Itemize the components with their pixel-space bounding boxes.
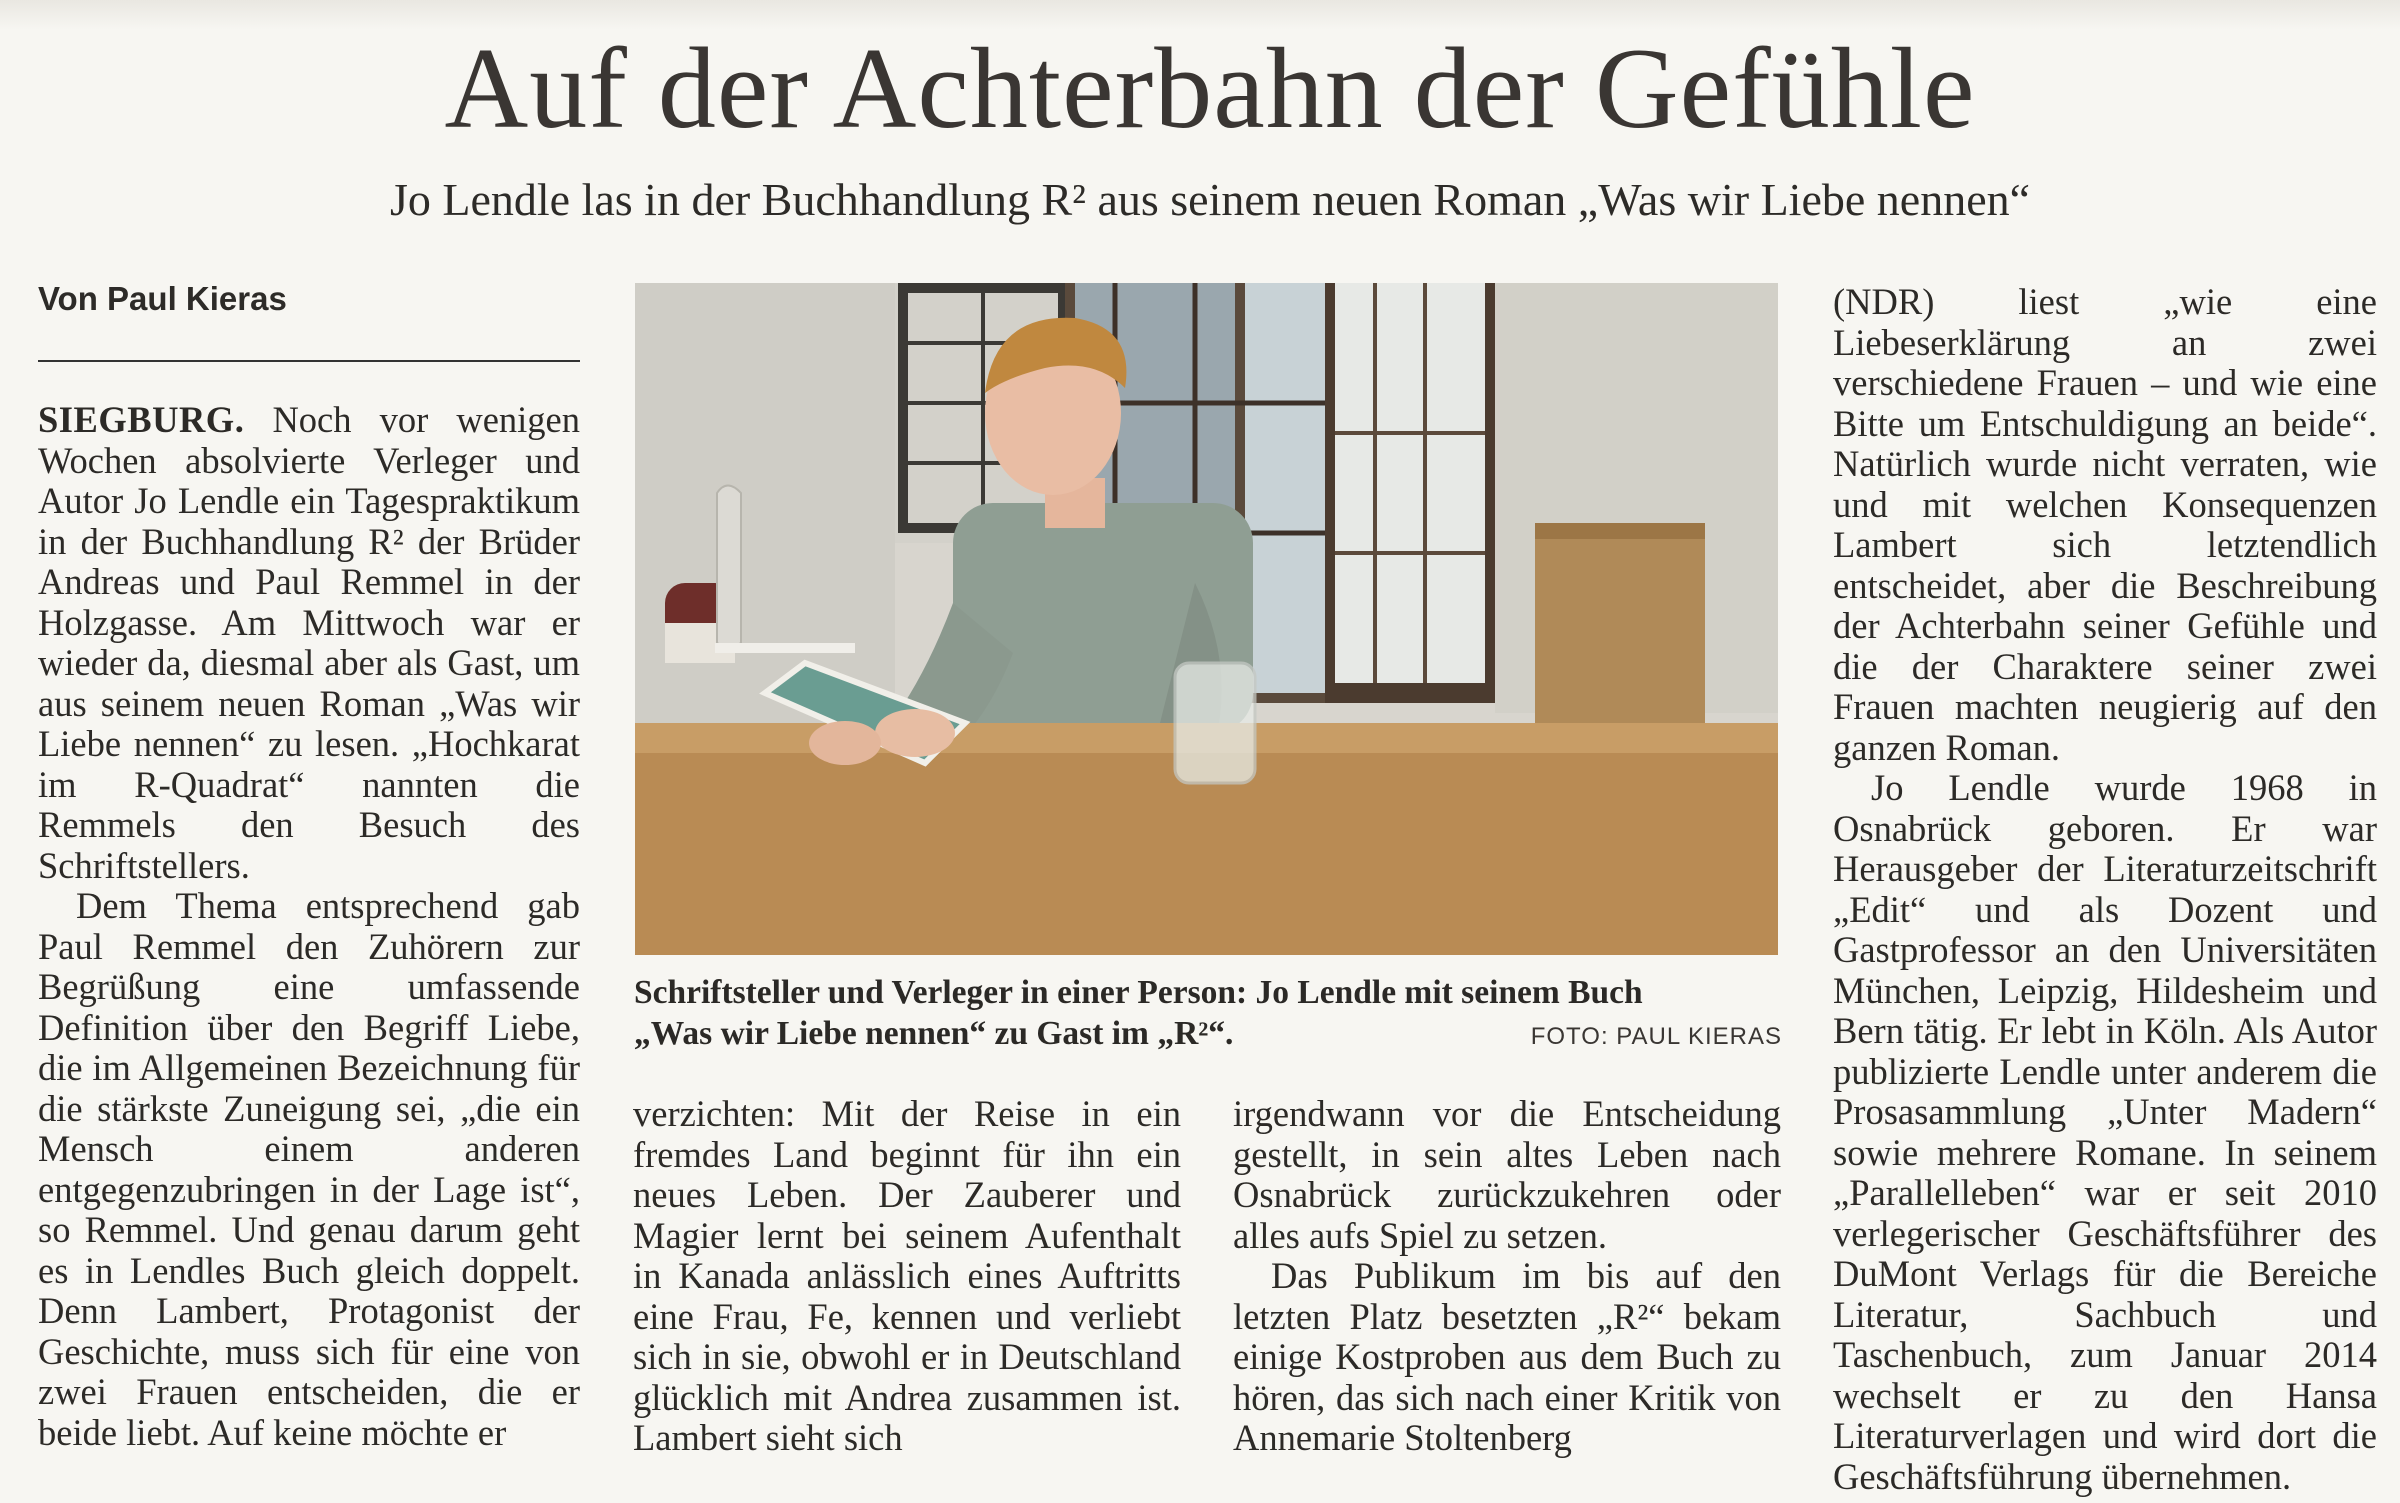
byline-rule — [38, 360, 580, 362]
paragraph-4: irgendwann vor die Entscheidung gestellt, in sein altes Leben nach Osnabrück zurückzukehren oder alles aufs Spiel zu setzen. — [1233, 1093, 1781, 1256]
dateline: SIEGBURG. — [38, 399, 245, 440]
paragraph-5: Das Publikum im bis auf den letzten Platz besetzten „R²“ bekam einige Kostproben aus dem Buch zu hören, das sich nach einer Kritik von Annemarie Stoltenberg — [1233, 1255, 1781, 1458]
byline: Von Paul Kieras — [38, 280, 287, 317]
caption-line-2: „Was wir Liebe nennen“ zu Gast im „R²“. — [634, 1015, 1234, 1052]
article-photo — [635, 283, 1778, 955]
paragraph-text: Noch vor wenigen Wochen absolvierte Verleger und Autor Jo Lendle ein Tagespraktikum in der Buchhandlung R² der Brüder Andreas und Paul Remmel in der Holzgasse. Am Mittwoch war er wieder da, diesmal aber als Gast, um aus seinem neuen Roman „Was wir Liebe nennen“ zu lesen. „Hochkarat im R-Quadrat“ nannten die Remmels den Besuch des Schriftstellers. — [38, 399, 581, 886]
article-column-3 — [1233, 1094, 1781, 1459]
paragraph-1 — [38, 400, 580, 886]
photo-caption — [634, 972, 1782, 1057]
article-column-1 — [38, 400, 580, 1453]
subheadline: Jo Lendle las in der Buchhandlung R² aus seinem neuen Roman „Was wir Liebe nennen“ — [389, 174, 2031, 225]
headline: Auf der Achterbahn der Gefühle — [444, 25, 1976, 153]
article-column-2 — [633, 1094, 1181, 1459]
caption-line-1: Schriftsteller und Verleger in einer Person: Jo Lendle mit seinem Buch — [634, 974, 1643, 1011]
paragraph-3: verzichten: Mit der Reise in ein fremdes Land beginnt für ihn ein neues Leben. Der Zauberer und Magier lernt bei seinem Aufenthalt in Kanada anlässlich eines Auftritts eine Frau, Fe, kennen und verliebt sich in sie, obwohl er in Deutschland glücklich mit Andrea zusammen ist. Lambert sieht sich — [633, 1093, 1181, 1458]
paragraph-7: Jo Lendle wurde 1968 in Osnabrück geboren. Er war Herausgeber der Literaturzeitschrift „Edit“ und als Dozent und Gastprofessor an den Universitäten München, Leipzig, Hildesheim und Bern tätig. Er lebt in Köln. Als Autor publizierte Lendle unter anderem die Prosasammlung „Unter Madern“ sowie mehrere Romane. In seinem „Parallelleben“ war er seit 2010 verlegerischer Geschäftsführer des DuMont Verlags für die Bereiche Literatur, Sachbuch und Taschenbuch, zum Januar 2014 wechselt er zu den Hansa Literaturverlagen und wird dort die Geschäftsführung übernehmen. — [1833, 767, 2377, 1497]
article-column-4 — [1833, 282, 2377, 1497]
caption-line-2-row — [634, 1013, 1782, 1057]
paragraph-2: Dem Thema entsprechend gab Paul Remmel den Zuhörern zur Begrüßung eine umfassende Definition über den Begriff Liebe, die im Allgemeinen Bezeichnung für die stärkste Zuneigung sei, „die ein Mensch einem anderen entgegenzubringen in der Lage ist“, so Remmel. Und genau darum geht es in Lendles Buch gleich doppelt. Denn Lambert, Protagonist der Geschichte, muss sich für eine von zwei Frauen entscheiden, die er beide liebt. Auf keine möchte er — [38, 885, 580, 1453]
photo-reading-author — [635, 283, 1778, 955]
paragraph-6: (NDR) liest „wie eine Liebeserklärung an zwei verschiedene Frauen – und wie eine Bitte um Entschuldigung an beide“. Natürlich wurde nicht verraten, wie und mit welchen Konsequenzen Lambert sich letztendlich entscheidet, aber die Beschreibung der Achterbahn seiner Gefühle und die der Charaktere seiner zwei Frauen machten neugierig auf den ganzen Roman. — [1833, 281, 2377, 768]
photo-credit: FOTO: PAUL KIERAS — [1530, 1023, 1782, 1050]
